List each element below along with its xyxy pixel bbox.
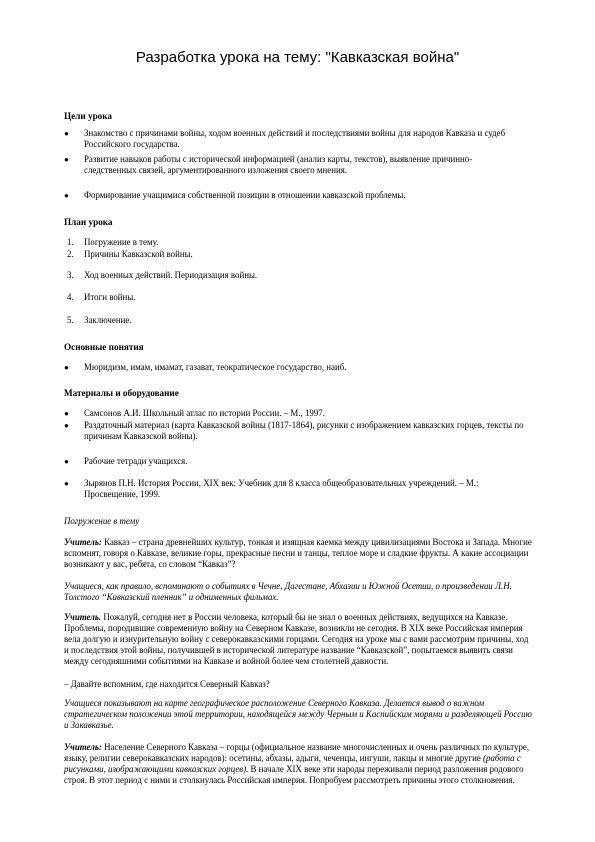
goals-item: ● Знакомство с причинами войны, ходом военных действий и последствиями войны для народов Кавказа и судеб Российского государства.	[64, 128, 506, 149]
bullet-icon: ●	[64, 363, 69, 372]
goals-item: ● Развитие навыков работы с исторической информацией (анализ карты, текстов), выявление причинно-следственных связей, аргументированного изложения своего мнения.	[64, 154, 473, 175]
bullet-icon: ●	[64, 129, 69, 138]
bullet-icon: ●	[64, 191, 69, 200]
plan-item: 4. Итоги войны.	[67, 292, 136, 302]
plan-item: 3. Ход военных действий. Периодизация войны.	[67, 270, 258, 280]
concepts-heading: Основные понятия	[64, 342, 144, 352]
plan-item: 1. Погружение в тему.	[67, 237, 159, 247]
section-title: Погружение в тему	[64, 516, 140, 526]
bullet-icon: ●	[64, 421, 69, 430]
materials-item: ● Зырянов П.Н. История России, XIX век: Учебник для 8 класса общеобразовательных учреждений. – М.: Просвещение, 1999.	[64, 478, 479, 499]
bullet-icon: ●	[64, 479, 69, 488]
speaker-label: Учитель:	[64, 537, 102, 547]
bullet-icon: ●	[64, 155, 69, 164]
bullet-icon: ●	[64, 409, 69, 418]
students-paragraph: Учащиеся, как правило, вспоминают о событиях в Чечне, Дагестане, Абхазии и Южной Осетии, о произведении Л.Н. Толстого “Кавказский пленник” и однименных фильмах.	[64, 581, 512, 602]
concepts-item: ● Мюридизм, имам, имамат, газават, теократическое государство, наиб.	[64, 362, 347, 372]
teacher-paragraph: Учитель: Кавказ – страна древнейших культур, тонкая и изящная каемка между цивилизациями Востока и Запада. Многие вспомнят, говоря о Кавказе, великие горы, прекрасные песни и танцы, теплое море и сладкие фрукты. А какие ассоциации возникают у вас, ребята, со словом “Кавказ”?	[64, 537, 532, 569]
question-paragraph: – Давайте вспомним, где находится Северный Кавказ?	[64, 679, 270, 689]
goals-item: ● Формирование учащимися собственной позиции в отношении кавказской проблемы.	[64, 190, 406, 200]
materials-heading: Материалы и оборудование	[64, 388, 179, 398]
plan-item: 5. Заключение.	[67, 315, 132, 325]
students-paragraph: Учащиеся показывают на карте географическое расположение Северного Кавказа. Делается вывод о важном стратегическом положении этой территории, находящейся между Черным и Каспийским морями и разделяющей Россию и Закавказье.	[64, 698, 532, 730]
teacher-paragraph: Учитель: Население Северного Кавказа – горцы (официальное название многочисленных и очень различных по культуре, языку, религии северокавказских народов): осетины, абхазы, адыги, чеченцы, ингуши, лакцы и многие другие (работа с рисунками, изображающими кавказских горцев). В начале XIX веке эти народы переживали период разложения родового строя. В этот период с ними и столкнулась Российская империя. Попробуем рассмотреть причины этого столкновения.	[64, 742, 530, 785]
speaker-label: Учитель:	[64, 742, 102, 752]
materials-item: ● Самсонов А.И. Школьный атлас по истории России. – М., 1997.	[64, 408, 325, 418]
page-title: Разработка урока на тему: "Кавказская война"	[135, 49, 460, 66]
materials-item: ● Раздаточный материал (карта Кавказской войны (1817-1864), рисунки с изображением кавказских горцев, тексты по причинам Кавказской войны).	[64, 420, 524, 441]
teacher-paragraph: Учитель. Пожалуй, сегодня нет в России человека, который бы не знал о военных действиях, ведущихся на Кавказе. Проблемы, породившие современную войну на Северном Кавказе, возникли не сегодня. В XIX веке Российская империя вела долгую и изнурительную войну с северокавказскими горцами. Сегодня на уроке мы с вами рассмотрим причины, ход и последствия этой войны, получившей в исторической литературе название “Кавказской”, попытаемся выявить связи между сегодняшними событиями на Кавказе и войной более чем столетней давности.	[64, 612, 529, 666]
goals-heading: Цели урока	[64, 111, 113, 121]
materials-item: ● Рабочие тетради учащихся.	[64, 456, 188, 466]
speaker-label: Учитель.	[64, 612, 102, 622]
plan-heading: План урока	[64, 217, 113, 227]
plan-item: 2. Причины Кавказской войны.	[67, 249, 193, 259]
bullet-icon: ●	[64, 457, 69, 466]
